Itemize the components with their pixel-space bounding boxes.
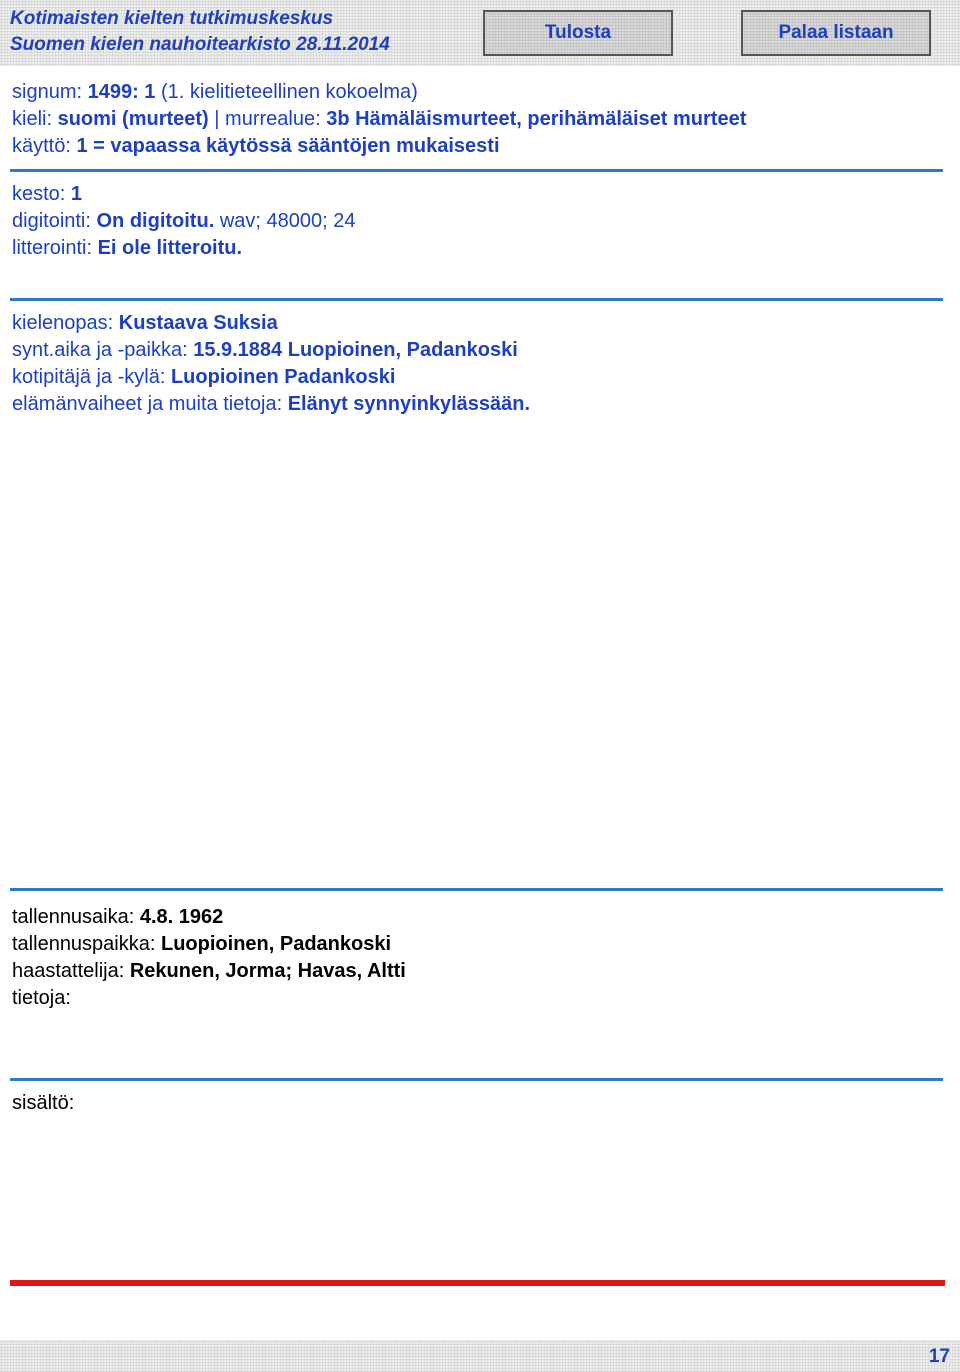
tallennusaika-label: tallennusaika: xyxy=(12,906,135,928)
archive-name-date: Suomen kielen nauhoitearkisto 28.11.2014 xyxy=(10,34,390,55)
page-header xyxy=(0,0,960,66)
murrealue-value: 3b Hämäläismurteet, perihämäläiset murteet xyxy=(326,108,747,130)
digitointi-format: wav; 48000; 24 xyxy=(219,210,356,232)
institution-name: Kotimaisten kielten tutkimuskeskus xyxy=(10,8,334,29)
litterointi-row xyxy=(12,236,242,260)
tallennuspaikka-row xyxy=(12,932,391,956)
haastattelija-value: Rekunen, Jorma; Havas, Altti xyxy=(129,960,406,982)
page-number: 17 xyxy=(928,1346,950,1367)
digitointi-label: digitointi: xyxy=(12,210,91,232)
digitointi-value: On digitoitu. xyxy=(96,210,215,232)
signum-note: (1. kielitieteellinen kokoelma) xyxy=(161,81,418,103)
elamanvaiheet-value: Elänyt synnyinkylässään. xyxy=(287,393,531,415)
kielenopas-label: kielenopas: xyxy=(12,312,114,334)
page-footer xyxy=(0,1340,960,1372)
kesto-value: 1 xyxy=(70,183,83,205)
kaytto-row xyxy=(12,134,500,158)
section-divider xyxy=(10,1078,943,1081)
synt-label: synt.aika ja -paikka: xyxy=(12,339,188,361)
kielenopas-value: Kustaava Suksia xyxy=(118,312,278,334)
section-divider xyxy=(10,298,943,301)
digitointi-row xyxy=(12,209,355,233)
signum-label: signum: xyxy=(12,81,83,103)
tallennuspaikka-label: tallennuspaikka: xyxy=(12,933,156,955)
sisalto-label: sisältö: xyxy=(12,1092,75,1114)
tietoja-label: tietoja: xyxy=(12,987,71,1009)
signum-value: 1499: 1 xyxy=(87,81,156,103)
synt-row xyxy=(12,338,518,362)
kesto-row xyxy=(12,182,82,206)
synt-value: 15.9.1884 Luopioinen, Padankoski xyxy=(193,339,518,361)
sisalto-row xyxy=(12,1091,74,1115)
kotipitaja-row xyxy=(12,365,395,389)
separator: | xyxy=(214,108,220,130)
section-divider xyxy=(10,169,943,172)
print-button[interactable]: Tulosta xyxy=(483,10,673,56)
litterointi-value: Ei ole litteroitu. xyxy=(97,237,243,259)
tallennusaika-value: 4.8. 1962 xyxy=(139,906,224,928)
haastattelija-row xyxy=(12,959,406,983)
back-to-list-button[interactable]: Palaa listaan xyxy=(741,10,931,56)
tietoja-row xyxy=(12,986,71,1010)
litterointi-label: litterointi: xyxy=(12,237,93,259)
kesto-label: kesto: xyxy=(12,183,66,205)
elamanvaiheet-row xyxy=(12,392,530,416)
kaytto-label: käyttö: xyxy=(12,135,71,157)
elamanvaiheet-label: elämänvaiheet ja muita tietoja: xyxy=(12,393,283,415)
kotipitaja-value: Luopioinen Padankoski xyxy=(170,366,396,388)
kieli-label: kieli: xyxy=(12,108,53,130)
kieli-value: suomi (murteet) xyxy=(57,108,209,130)
signum-row xyxy=(12,80,418,104)
kielenopas-row xyxy=(12,311,278,335)
section-divider xyxy=(10,888,943,891)
kotipitaja-label: kotipitäjä ja -kylä: xyxy=(12,366,166,388)
end-divider xyxy=(10,1280,945,1286)
murrealue-label: murrealue: xyxy=(225,108,321,130)
kieli-row xyxy=(12,107,746,131)
kaytto-value: 1 = vapaassa käytössä sääntöjen mukaisesti xyxy=(76,135,500,157)
haastattelija-label: haastattelija: xyxy=(12,960,125,982)
tallennusaika-row xyxy=(12,905,223,929)
tallennuspaikka-value: Luopioinen, Padankoski xyxy=(161,933,392,955)
